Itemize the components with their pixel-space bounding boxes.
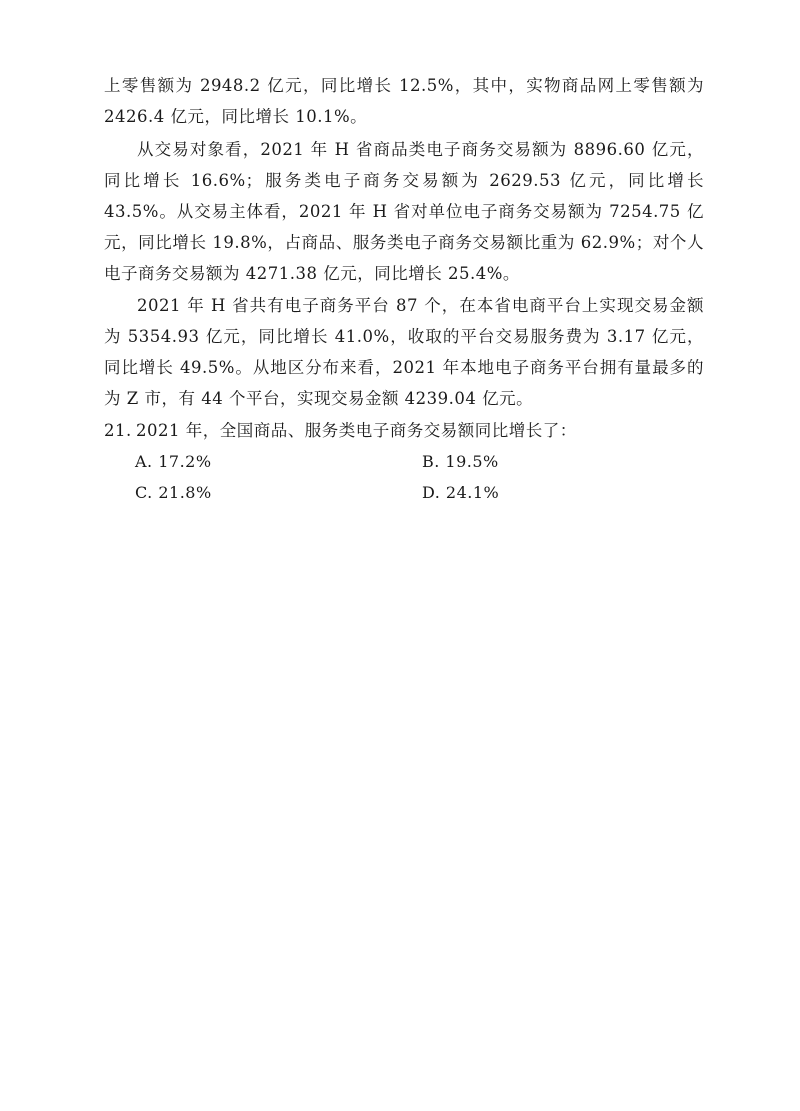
question-number: 21. <box>104 421 132 440</box>
option-c[interactable]: C. 21.8% <box>135 483 212 502</box>
option-b[interactable]: B. 19.5% <box>422 452 499 471</box>
intro-paragraph-1: 上零售额为 2948.2 亿元，同比增长 12.5%，其中，实物商品网上零售额为 2426.4 亿元，同比增长 10.1%。 <box>104 76 704 126</box>
intro-paragraph-3: 2021 年 H 省共有电子商务平台 87 个，在本省电商平台上实现交易金额为 5354.93 亿元，同比增长 41.0%，收取的平台交易服务费为 3.17 亿元，同比增长 49.5%。从地区分布来看，2021 年本地电子商务平台拥有量最多的为 Z 市，有 44 个平台，实现交易金额 4239.04 亿元。 <box>104 296 704 408</box>
option-a[interactable]: A. 17.2% <box>135 452 212 471</box>
question-stem: 2021 年，全国商品、服务类电子商务交易额同比增长了： <box>136 421 577 440</box>
option-d[interactable]: D. 24.1% <box>422 483 500 502</box>
intro-paragraph-2: 从交易对象看，2021 年 H 省商品类电子商务交易额为 8896.60 亿元，同比增长 16.6%；服务类电子商务交易额为 2629.53 亿元，同比增长 43.5%。从交易主体看，2021 年 H 省对单位电子商务交易额为 7254.75 亿元，同比增长 19.8%，占商品、服务类电子商务交易额比重为 62.9%；对个人电子商务交易额为 4271.38 亿元，同比增长 25.4%。 <box>104 140 704 283</box>
question-21 <box>104 415 704 446</box>
